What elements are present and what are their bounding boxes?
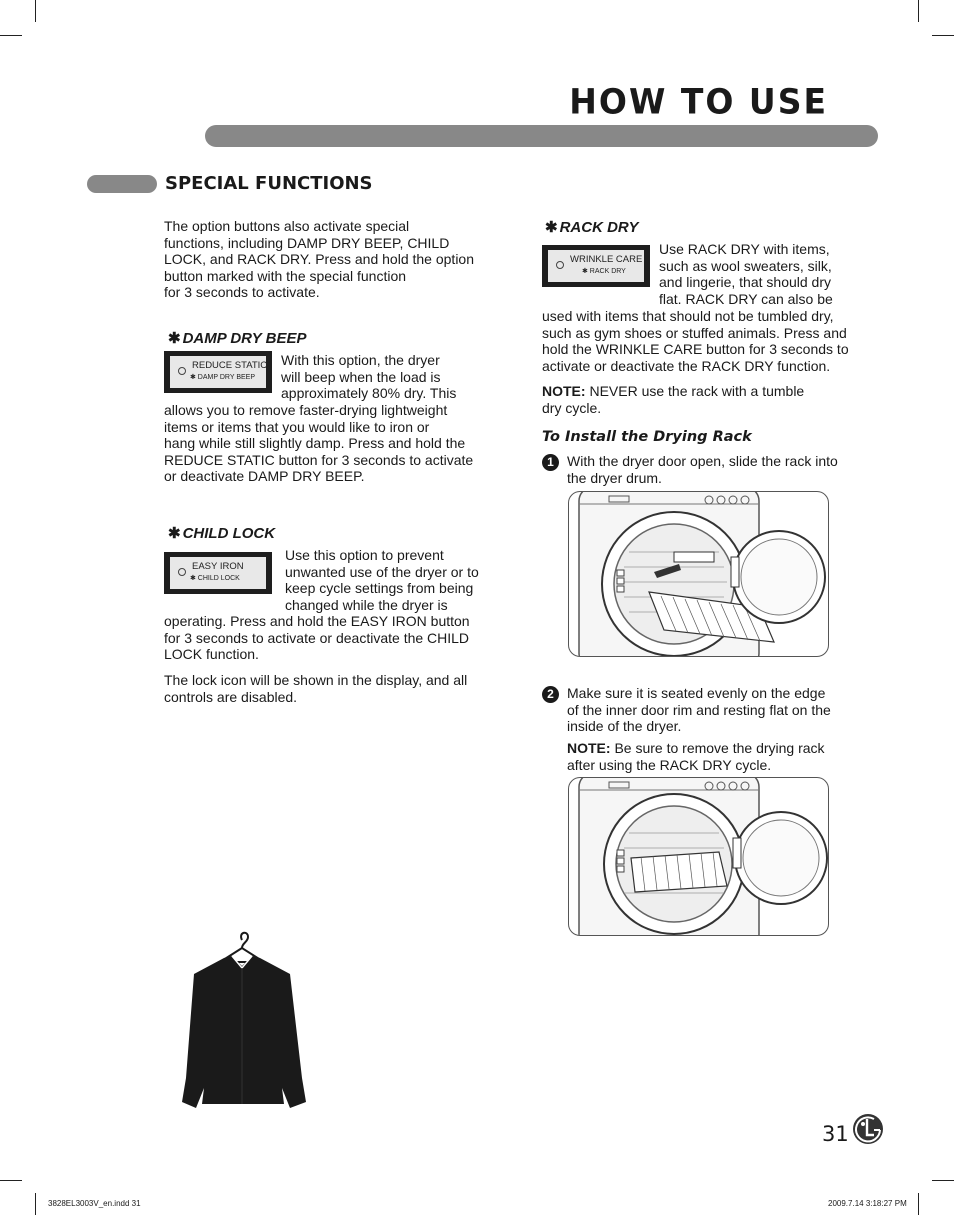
- intro-line: button marked with the special function: [164, 267, 407, 284]
- dryer-rack-sliding-illustration: [569, 492, 829, 657]
- asterisk-icon: ✱: [168, 330, 181, 347]
- rack-dry-body-text: used with items that should not be tumbled dry, such as gym shoes or stuffed animals. Press and hold the WRINKLE CARE button for 3 seconds to activate or deactivate the RACK DRY function.: [542, 308, 849, 374]
- dryer-illustration-step2: [568, 777, 829, 936]
- header-bar: [205, 125, 878, 147]
- footer-file-info: 3828EL3003V_en.indd 31: [48, 1199, 141, 1208]
- lock-icon-note: The lock icon will be shown in the display, and all controls are disabled.: [164, 672, 468, 705]
- intro-line: functions, including DAMP DRY BEEP, CHILD: [164, 234, 450, 251]
- panel-sub-label: ✱ DAMP DRY BEEP: [190, 374, 255, 381]
- rack-dry-note: NOTE: NEVER use the rack with a tumble dry cycle.: [542, 383, 805, 416]
- indicator-light-icon: [556, 261, 564, 269]
- damp-dry-beep-heading: ✱ DAMP DRY BEEP: [168, 330, 307, 347]
- panel-main-label: WRINKLE CARE: [570, 254, 643, 265]
- intro-line: LOCK, and RACK DRY. Press and hold the option: [164, 251, 474, 268]
- intro-line: The option buttons also activate special: [164, 218, 410, 234]
- asterisk-icon: ✱: [545, 219, 558, 236]
- lg-logo-icon: [852, 1113, 884, 1145]
- step-2-badge: 2: [542, 686, 559, 703]
- indicator-light-icon: [178, 568, 186, 576]
- footer-timestamp: 2009.7.14 3:18:27 PM: [828, 1199, 907, 1208]
- damp-dry-beep-body-text: allows you to remove faster-drying lightweight items or items that you would like to iron or hang while still slightly damp. Press and hold the REDUCE STATIC button for 3 seconds to activate or deactivate DAMP DRY BEEP.: [164, 402, 474, 485]
- crop-mark: [932, 35, 954, 36]
- step-1-badge: 1: [542, 454, 559, 471]
- wrinkle-care-panel: [542, 245, 650, 287]
- crop-mark: [0, 1180, 22, 1181]
- panel-sub-label: ✱ CHILD LOCK: [190, 575, 240, 582]
- dryer-illustration-step1: [568, 491, 829, 657]
- rack-dry-side-text: Use RACK DRY with items, such as wool sweaters, silk, and lingerie, that should dry flat. RACK DRY can also be: [659, 241, 833, 307]
- easy-iron-panel: [164, 552, 272, 594]
- install-heading: To Install the Drying Rack: [542, 429, 752, 445]
- crop-mark: [918, 1193, 919, 1215]
- step-2-note: NOTE: Be sure to remove the drying rack after using the RACK DRY cycle.: [567, 740, 825, 773]
- intro-line: for 3 seconds to activate.: [164, 284, 320, 301]
- child-lock-heading: ✱ CHILD LOCK: [168, 525, 276, 542]
- panel-main-label: REDUCE STATIC: [192, 360, 268, 371]
- damp-dry-beep-side-text: With this option, the dryer will beep when the load is approximately 80% dry. This: [281, 352, 457, 402]
- dryer-rack-seated-illustration: [569, 778, 829, 936]
- panel-sub-label: ✱ RACK DRY: [582, 268, 626, 275]
- crop-mark: [35, 0, 36, 22]
- section-title: SPECIAL FUNCTIONS: [165, 173, 373, 194]
- intro-text: [164, 218, 474, 301]
- page-number: 31: [822, 1122, 849, 1146]
- reduce-static-panel: [164, 351, 272, 393]
- crop-mark: [35, 1193, 36, 1215]
- crop-mark: [918, 0, 919, 22]
- crop-mark: [0, 35, 22, 36]
- section-pill: [87, 175, 157, 193]
- rack-dry-heading: ✱ RACK DRY: [545, 219, 639, 236]
- shirt-on-hanger-icon: [180, 928, 312, 1114]
- child-lock-side-text: Use this option to prevent unwanted use of the dryer or to keep cycle settings from being changed while the dryer is: [285, 547, 479, 613]
- step-1-text: With the dryer door open, slide the rack into the dryer drum.: [567, 453, 838, 486]
- page-header-title: HOW TO USE: [569, 81, 828, 122]
- panel-main-label: EASY IRON: [192, 561, 244, 572]
- asterisk-icon: ✱: [168, 525, 181, 542]
- step-2-text: Make sure it is seated evenly on the edge of the inner door rim and resting flat on the inside of the dryer.: [567, 685, 831, 735]
- child-lock-body-text: operating. Press and hold the EASY IRON button for 3 seconds to activate or deactivate the CHILD LOCK function.: [164, 613, 470, 663]
- indicator-light-icon: [178, 367, 186, 375]
- crop-mark: [932, 1180, 954, 1181]
